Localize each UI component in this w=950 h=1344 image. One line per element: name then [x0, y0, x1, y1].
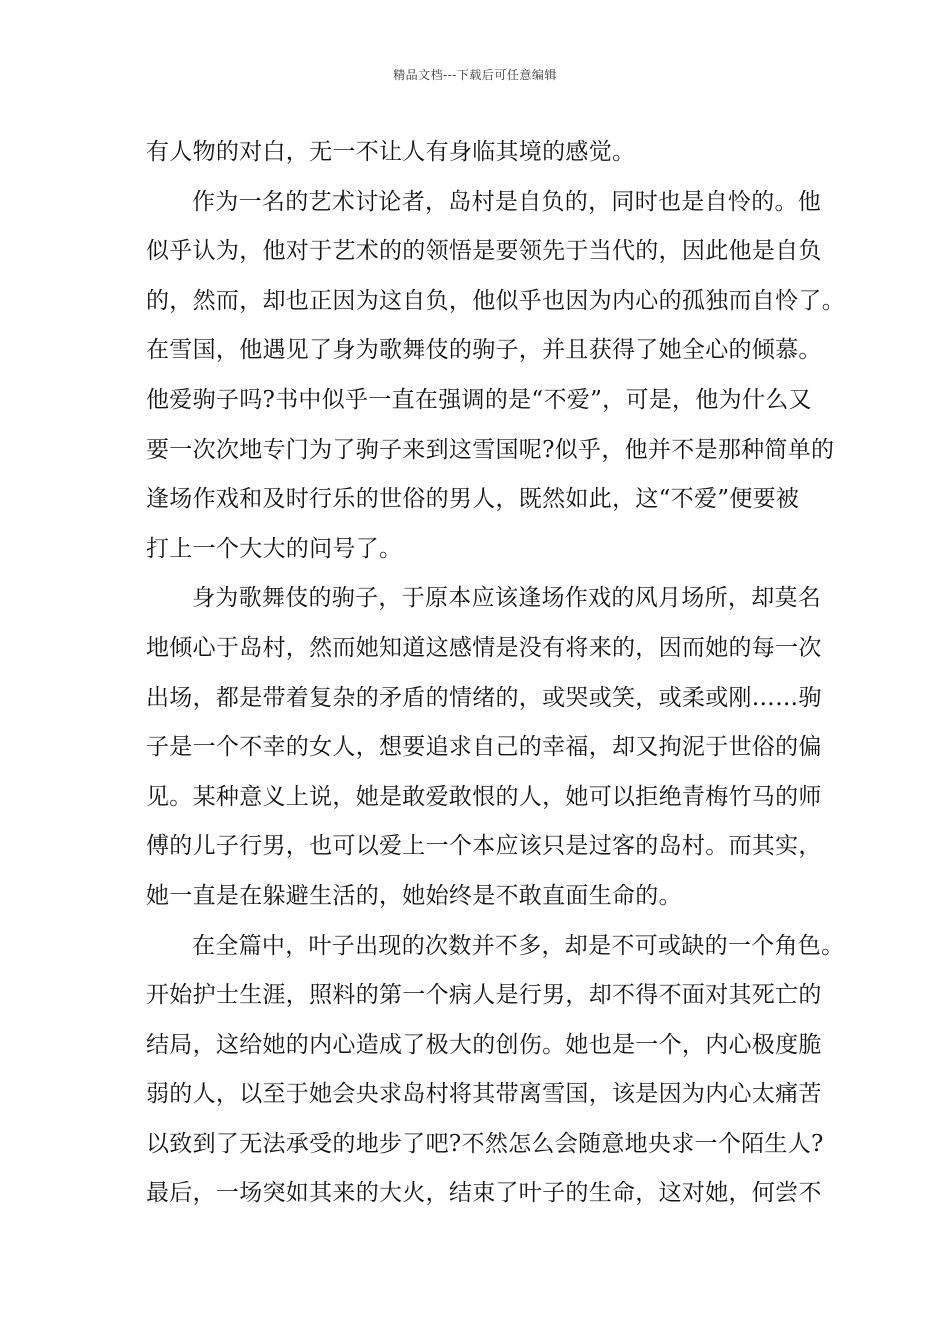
text-line: 傅的儿子行男，也可以爱上一个本应该只是过客的岛村。而其实，	[146, 833, 822, 860]
text-line: 他爱驹子吗?书中似乎一直在强调的是“不爱”，可是，他为什么又	[146, 386, 812, 413]
text-line: 子是一个不幸的女人，想要追求自己的幸福，却又拘泥于世俗的偏	[146, 734, 822, 761]
text-line: 她一直是在躲避生活的，她始终是不敢直面生命的。	[146, 882, 682, 909]
page-header: 精品文档---下载后可任意编辑	[393, 68, 557, 82]
text-line: 开始护士生涯，照料的第一个病人是行男，却不得不面对其死亡的	[146, 982, 822, 1009]
text-line: 打上一个大大的问号了。	[146, 535, 403, 562]
text-line: 逢场作戏和及时行乐的世俗的男人，既然如此，这“不爱”便要被	[146, 486, 800, 513]
text-line: 见。某种意义上说，她是敢爱敢恨的人，她可以拒绝青梅竹马的师	[146, 783, 822, 810]
text-line: 身为歌舞伎的驹子，于原本应该逢场作戏的风月场所，却莫名	[192, 585, 822, 612]
text-line: 的，然而，却也正因为这自负，他似乎也因为内心的孤独而自怜了。	[146, 287, 845, 314]
text-line: 弱的人，以至于她会央求岛村将其带离雪国，该是因为内心太痛苦	[146, 1081, 822, 1108]
text-line: 最后，一场突如其来的大火，结束了叶子的生命，这对她，何尝不	[146, 1180, 822, 1207]
text-line: 以致到了无法承受的地步了吧?不然怎么会随意地央求一个陌生人?	[146, 1130, 824, 1157]
text-line: 结局，这给她的内心造成了极大的创伤。她也是一个，内心极度脆	[146, 1031, 822, 1058]
text-line: 地倾心于岛村，然而她知道这感情是没有将来的，因而她的每一次	[146, 634, 822, 661]
text-line: 有人物的对白，无一不让人有身临其境的感觉。	[146, 139, 636, 165]
text-line: 在雪国，他遇见了身为歌舞伎的驹子，并且获得了她全心的倾慕。	[146, 337, 822, 364]
text-line: 要一次次地专门为了驹子来到这雪国呢?似乎，他并不是那种简单的	[146, 436, 835, 463]
text-line: 在全篇中，叶子出现的次数并不多，却是不可或缺的一个角色。	[192, 932, 845, 959]
text-line: 作为一名的艺术讨论者，岛村是自负的，同时也是自怜的。他	[192, 188, 822, 215]
text-line: 出场，都是带着复杂的矛盾的情绪的，或哭或笑，或柔或刚……驹	[146, 684, 822, 711]
body-text	[146, 128, 845, 1219]
text-line: 似乎认为，他对于艺术的的领悟是要领先于当代的，因此他是自负	[146, 238, 822, 265]
